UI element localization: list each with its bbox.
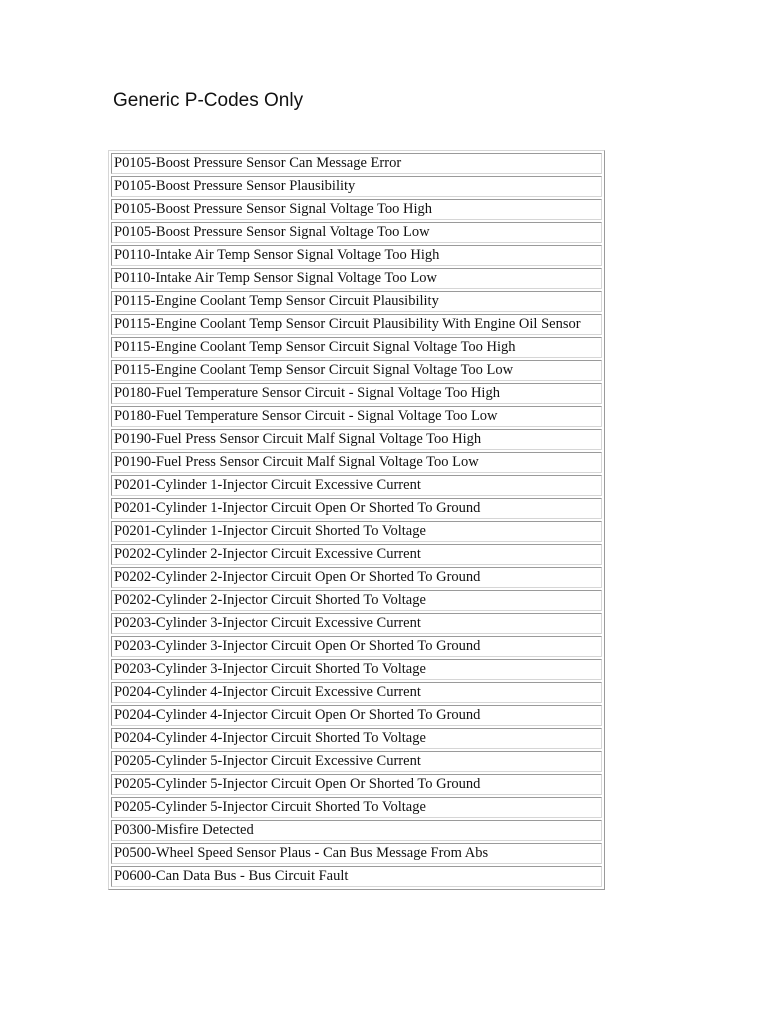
table-row xyxy=(111,268,602,289)
table-row xyxy=(111,567,602,588)
code-cell: P0600-Can Data Bus - Bus Circuit Fault xyxy=(111,866,602,887)
code-cell: P0202-Cylinder 2-Injector Circuit Shorted To Voltage xyxy=(111,590,602,611)
code-cell: P0110-Intake Air Temp Sensor Signal Voltage Too High xyxy=(111,245,602,266)
code-cell: P0203-Cylinder 3-Injector Circuit Excessive Current xyxy=(111,613,602,634)
code-cell: P0500-Wheel Speed Sensor Plaus - Can Bus Message From Abs xyxy=(111,843,602,864)
code-cell: P0203-Cylinder 3-Injector Circuit Shorted To Voltage xyxy=(111,659,602,680)
code-cell: P0180-Fuel Temperature Sensor Circuit - Signal Voltage Too High xyxy=(111,383,602,404)
table-row xyxy=(111,544,602,565)
table-row xyxy=(111,199,602,220)
table-row xyxy=(111,613,602,634)
table-row xyxy=(111,337,602,358)
code-cell: P0115-Engine Coolant Temp Sensor Circuit Plausibility With Engine Oil Sensor xyxy=(111,314,602,335)
table-row xyxy=(111,659,602,680)
table-row xyxy=(111,866,602,887)
table-row xyxy=(111,774,602,795)
table-row xyxy=(111,521,602,542)
table-row xyxy=(111,360,602,381)
code-cell: P0203-Cylinder 3-Injector Circuit Open Or Shorted To Ground xyxy=(111,636,602,657)
code-cell: P0105-Boost Pressure Sensor Can Message Error xyxy=(111,153,602,174)
codes-table xyxy=(108,150,605,890)
table-row xyxy=(111,728,602,749)
table-row xyxy=(111,314,602,335)
code-cell: P0190-Fuel Press Sensor Circuit Malf Signal Voltage Too High xyxy=(111,429,602,450)
code-cell: P0204-Cylinder 4-Injector Circuit Shorted To Voltage xyxy=(111,728,602,749)
code-cell: P0190-Fuel Press Sensor Circuit Malf Signal Voltage Too Low xyxy=(111,452,602,473)
table-row xyxy=(111,636,602,657)
code-cell: P0105-Boost Pressure Sensor Signal Voltage Too Low xyxy=(111,222,602,243)
table-row xyxy=(111,176,602,197)
code-cell: P0201-Cylinder 1-Injector Circuit Excessive Current xyxy=(111,475,602,496)
table-row xyxy=(111,153,602,174)
table-row xyxy=(111,590,602,611)
code-cell: P0204-Cylinder 4-Injector Circuit Open Or Shorted To Ground xyxy=(111,705,602,726)
code-cell: P0205-Cylinder 5-Injector Circuit Open Or Shorted To Ground xyxy=(111,774,602,795)
code-cell: P0115-Engine Coolant Temp Sensor Circuit Plausibility xyxy=(111,291,602,312)
table-row xyxy=(111,222,602,243)
table-row xyxy=(111,406,602,427)
code-cell: P0105-Boost Pressure Sensor Signal Voltage Too High xyxy=(111,199,602,220)
table-row xyxy=(111,682,602,703)
table-row xyxy=(111,820,602,841)
table-row xyxy=(111,705,602,726)
code-cell: P0105-Boost Pressure Sensor Plausibility xyxy=(111,176,602,197)
code-cell: P0201-Cylinder 1-Injector Circuit Shorted To Voltage xyxy=(111,521,602,542)
code-cell: P0115-Engine Coolant Temp Sensor Circuit Signal Voltage Too High xyxy=(111,337,602,358)
code-cell: P0205-Cylinder 5-Injector Circuit Excessive Current xyxy=(111,751,602,772)
code-cell: P0300-Misfire Detected xyxy=(111,820,602,841)
table-row xyxy=(111,429,602,450)
codes-table-body xyxy=(111,153,602,887)
code-cell: P0110-Intake Air Temp Sensor Signal Voltage Too Low xyxy=(111,268,602,289)
table-row xyxy=(111,475,602,496)
code-cell: P0201-Cylinder 1-Injector Circuit Open Or Shorted To Ground xyxy=(111,498,602,519)
table-row xyxy=(111,245,602,266)
code-cell: P0205-Cylinder 5-Injector Circuit Shorted To Voltage xyxy=(111,797,602,818)
table-row xyxy=(111,498,602,519)
table-row xyxy=(111,751,602,772)
table-row xyxy=(111,383,602,404)
table-row xyxy=(111,452,602,473)
code-cell: P0202-Cylinder 2-Injector Circuit Open Or Shorted To Ground xyxy=(111,567,602,588)
table-row xyxy=(111,797,602,818)
code-cell: P0115-Engine Coolant Temp Sensor Circuit Signal Voltage Too Low xyxy=(111,360,602,381)
table-row xyxy=(111,291,602,312)
code-cell: P0202-Cylinder 2-Injector Circuit Excessive Current xyxy=(111,544,602,565)
page-title: Generic P-Codes Only xyxy=(113,90,304,111)
table-row xyxy=(111,843,602,864)
code-cell: P0204-Cylinder 4-Injector Circuit Excessive Current xyxy=(111,682,602,703)
code-cell: P0180-Fuel Temperature Sensor Circuit - Signal Voltage Too Low xyxy=(111,406,602,427)
